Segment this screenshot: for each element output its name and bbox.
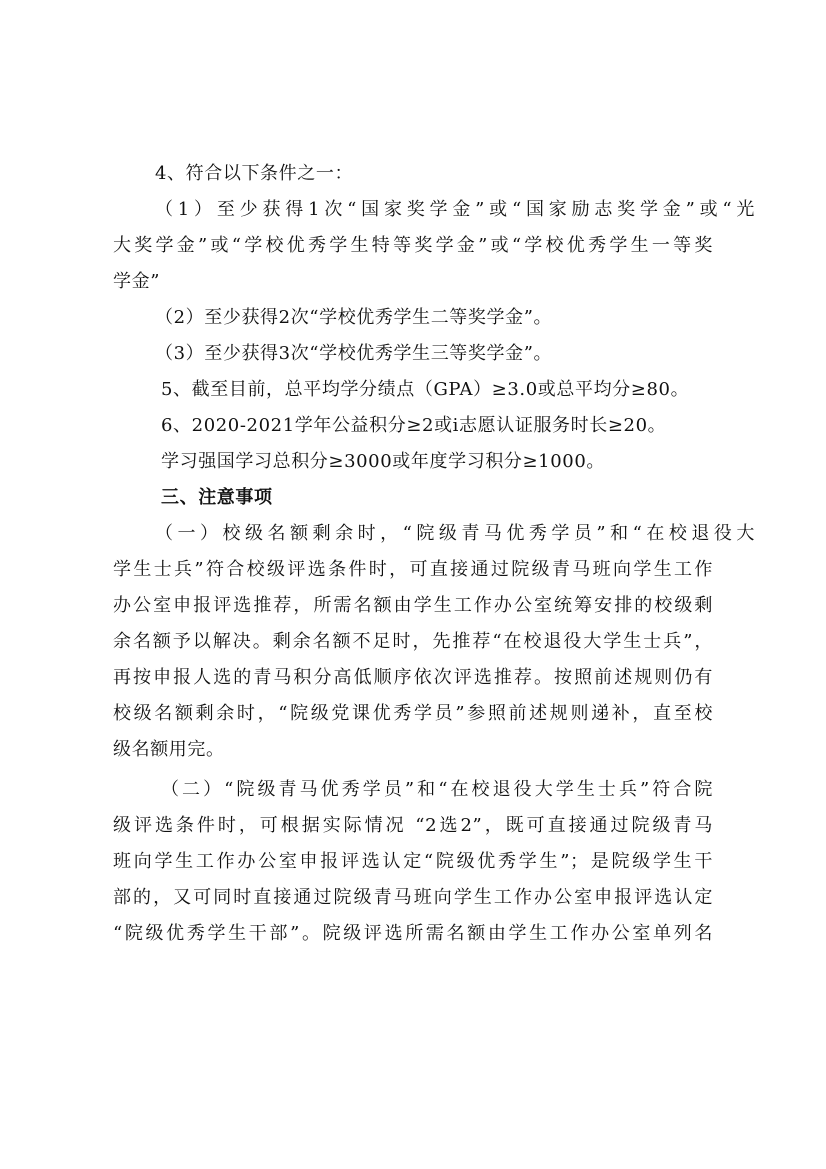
note-2-line-1: （二）“院级青马优秀学员”和“在校退役大学生士兵”符合院	[161, 779, 713, 800]
condition-4-item-1-line-3: 学金”	[113, 271, 161, 292]
condition-4-item-1-line-1: （1）至少获得1次“国家奖学金”或“国家励志奖学金”或“光	[155, 199, 755, 220]
condition-4-item-1-line-2: 大奖学金”或“学校优秀学生特等奖学金”或“学校优秀学生一等奖	[113, 235, 713, 256]
note-1-line-2: 学生士兵”符合校级评选条件时，可直接通过院级青马班向学生工作	[113, 559, 713, 580]
note-1-line-1: （一）校级名额剩余时，“院级青马优秀学员”和“在校退役大	[155, 523, 755, 544]
note-1-line-6: 校级名额剩余时，“院级党课优秀学员”参照前述规则递补，直至校	[113, 703, 713, 724]
document-body	[113, 156, 755, 952]
note-1-line-3: 办公室申报评选推荐，所需名额由学生工作办公室统筹安排的校级剩	[113, 595, 713, 616]
condition-6: 6、2020-2021学年公益积分≥2或i志愿认证服务时长≥20。	[161, 415, 667, 436]
note-1-line-4: 余名额予以解决。剩余名额不足时，先推荐“在校退役大学生士兵”，	[113, 631, 713, 652]
condition-5: 5、截至目前，总平均学分绩点（GPA）≥3.0或总平均分≥80。	[161, 379, 690, 400]
condition-4-item-3: （3）至少获得3次“学校优秀学生三等奖学金”。	[155, 343, 553, 364]
section-heading-notes: 三、注意事项	[161, 487, 273, 508]
note-2-line-3: 班向学生工作办公室申报评选认定“院级优秀学生”；是院级学生干	[113, 851, 713, 872]
note-1-line-7: 级名额用完。	[113, 739, 225, 760]
note-2-line-2: 级评选条件时，可根据实际情况 “2选2”，既可直接通过院级青马	[113, 815, 713, 836]
note-1-line-5: 再按申报人选的青马积分高低顺序依次评选推荐。按照前述规则仍有	[113, 667, 713, 688]
note-2-line-4: 部的，又可同时直接通过院级青马班向学生工作办公室申报评选认定	[113, 887, 713, 908]
note-2-line-5: “院级优秀学生干部”。院级评选所需名额由学生工作办公室单列名	[113, 923, 713, 944]
condition-4-item-2: （2）至少获得2次“学校优秀学生二等奖学金”。	[155, 307, 553, 328]
condition-6-continued: 学习强国学习总积分≥3000或年度学习积分≥1000。	[161, 451, 605, 472]
condition-4-heading: 4、符合以下条件之一：	[155, 163, 354, 184]
